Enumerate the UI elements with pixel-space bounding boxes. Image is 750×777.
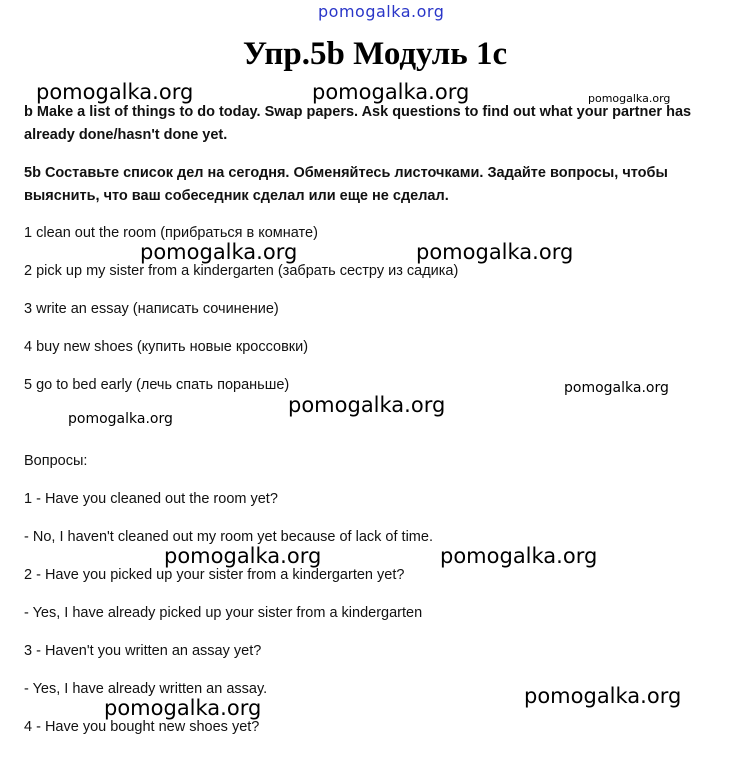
watermark: pomogalka.org [564,380,669,396]
task-russian: 5b Составьте список дел на сегодня. Обменяйтесь листочками. Задайте вопросы, чтобы выяснить, что ваш собеседник сделал или еще не сделал. [24,165,668,204]
qa-line: 4 - Have you bought new shoes yet? [24,719,260,735]
list-item: 3 write an essay (написать сочинение) [24,301,279,317]
task-english: b Make a list of things to do today. Swap papers. Ask questions to find out what your partner has already done/hasn't done yet. [24,104,692,143]
watermark-top: pomogalka.org [318,2,445,21]
list-item: 4 buy new shoes (купить новые кроссовки) [24,339,309,355]
list-item: 2 pick up my sister from a kindergarten (забрать сестру из садика) [24,263,459,279]
watermark: pomogalka.org [140,240,298,264]
qa-line: - Yes, I have already picked up your sister from a kindergarten [24,605,423,621]
qa-line: 1 - Have you cleaned out the room yet? [24,491,278,507]
questions-label: Вопросы: [24,453,88,469]
page-title: Упр.5b Модуль 1c [242,36,508,72]
watermark: pomogalka.org [104,696,262,720]
watermark: pomogalka.org [164,544,322,568]
list-item: 5 go to bed early (лечь спать пораньше) [24,377,290,393]
watermark: pomogalka.org [68,411,173,427]
watermark: pomogalka.org [588,92,671,105]
qa-line: - Yes, I have already written an assay. [24,681,268,697]
list-item: 1 clean out the room (прибраться в комнате) [24,225,318,241]
watermark: pomogalka.org [416,240,574,264]
watermark: pomogalka.org [524,684,682,708]
qa-line: 2 - Have you picked up your sister from a kindergarten yet? [24,567,405,583]
watermark: pomogalka.org [312,80,470,104]
watermark: pomogalka.org [288,393,446,417]
watermark: pomogalka.org [36,80,194,104]
qa-line: - No, I haven't cleaned out my room yet because of lack of time. [24,529,433,545]
watermark: pomogalka.org [440,544,598,568]
qa-line: 3 - Haven't you written an assay yet? [24,643,262,659]
